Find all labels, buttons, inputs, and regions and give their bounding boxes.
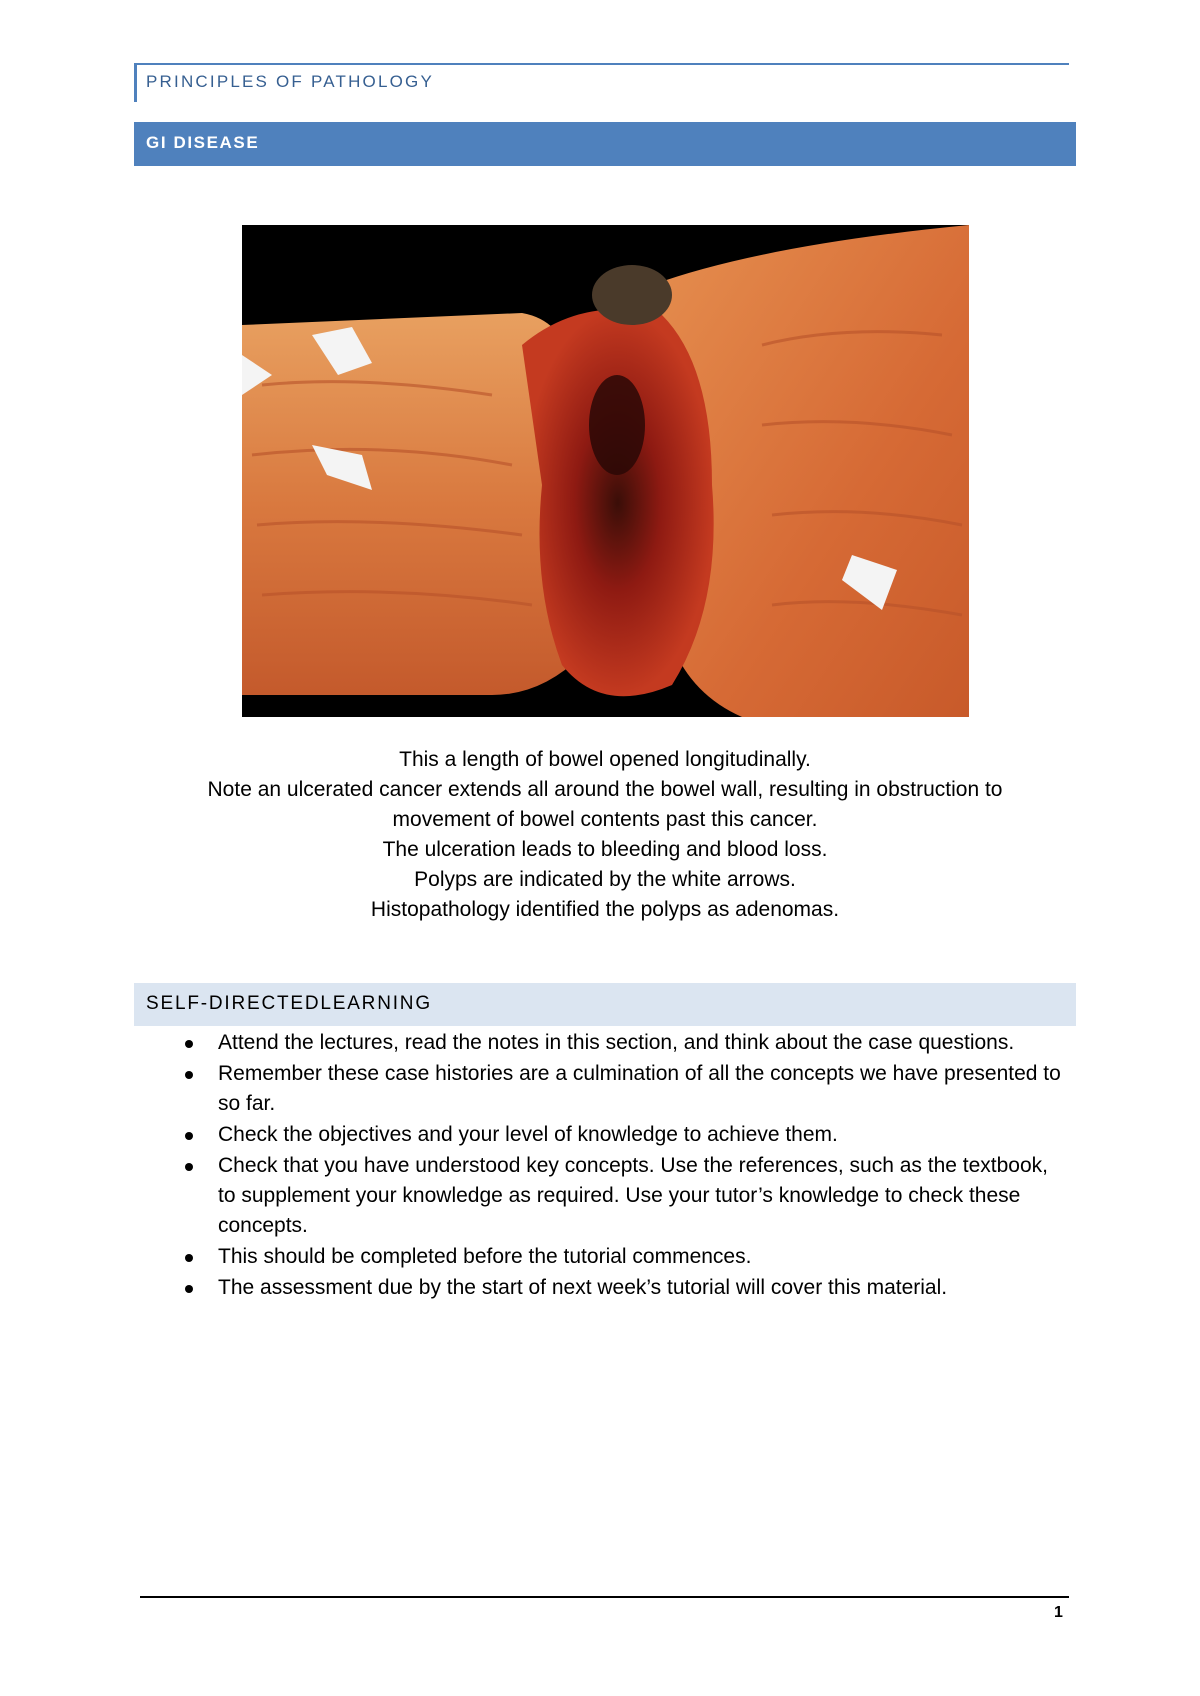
footer-rule [140, 1596, 1069, 1598]
bullet-icon [185, 1132, 193, 1140]
document-header-title: PRINCIPLES OF PATHOLOGY [146, 72, 435, 91]
list-item: Remember these case histories are a culmination of all the concepts we have presented to so far. [176, 1059, 1066, 1119]
self-directed-learning-list [176, 1028, 1066, 1304]
page-number: 1 [1054, 1604, 1063, 1621]
caption-line: movement of bowel contents past this cancer. [392, 808, 818, 831]
header-accent-bar [134, 64, 137, 102]
list-item: Attend the lectures, read the notes in this section, and think about the case questions. [176, 1028, 1066, 1058]
list-item: This should be completed before the tutorial commences. [176, 1242, 1066, 1272]
caption-line: Histopathology identified the polyps as adenomas. [370, 898, 840, 921]
caption-line: Note an ulcerated cancer extends all around the bowel wall, resulting in obstruction to [207, 778, 1003, 801]
self-directed-learning-heading [134, 983, 1076, 1026]
bullet-icon [185, 1254, 193, 1262]
caption-line: This a length of bowel opened longitudinally. [399, 748, 811, 771]
list-item: Check that you have understood key concepts. Use the references, such as the textbook, to supplement your knowledge as required. Use your tutor’s knowledge to check these concepts. [176, 1151, 1066, 1241]
section-title: GI DISEASE [146, 133, 260, 152]
bowel-specimen-photo [242, 225, 969, 717]
bullet-icon [185, 1040, 193, 1048]
bullet-icon [185, 1285, 193, 1293]
caption-line: Polyps are indicated by the white arrows. [414, 868, 796, 891]
section-heading [134, 122, 1076, 166]
figure-caption [134, 745, 1076, 925]
self-directed-learning-title: SELF-DIRECTEDLEARNING [146, 993, 432, 1014]
list-item: Check the objectives and your level of knowledge to achieve them. [176, 1120, 1066, 1150]
bullet-icon [185, 1071, 193, 1079]
bullet-icon [185, 1163, 193, 1171]
list-item: The assessment due by the start of next week’s tutorial will cover this material. [176, 1273, 1066, 1303]
header-rule [134, 63, 1069, 65]
caption-line: The ulceration leads to bleeding and blood loss. [382, 838, 828, 861]
